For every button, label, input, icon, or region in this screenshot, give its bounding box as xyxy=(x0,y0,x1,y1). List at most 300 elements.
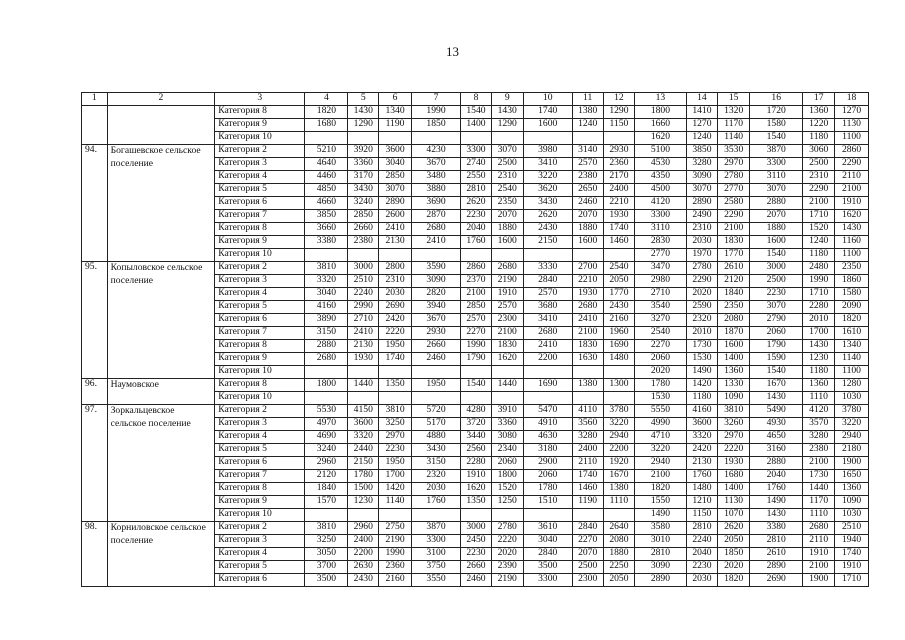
value-cell: 2700 xyxy=(572,262,603,275)
value-cell: 3610 xyxy=(523,522,572,535)
value-cell: 2830 xyxy=(635,236,686,249)
value-cell: 1240 xyxy=(572,119,603,132)
value-cell: 2040 xyxy=(686,548,718,561)
value-cell: 1280 xyxy=(835,379,869,392)
value-cell: 2020 xyxy=(491,548,523,561)
value-cell: 2940 xyxy=(603,431,635,444)
value-cell: 1440 xyxy=(348,379,379,392)
value-cell: 1330 xyxy=(718,379,750,392)
value-cell: 1960 xyxy=(603,327,635,340)
value-cell: 2880 xyxy=(750,457,803,470)
value-cell: 2560 xyxy=(461,444,492,457)
value-cell: 2400 xyxy=(603,184,635,197)
value-cell: 1430 xyxy=(491,106,523,119)
value-cell: 2810 xyxy=(461,184,492,197)
value-cell: 4850 xyxy=(305,184,348,197)
value-cell: 3940 xyxy=(411,301,460,314)
category-cell: Категория 6 xyxy=(215,457,305,470)
value-cell: 3070 xyxy=(686,184,718,197)
value-cell: 2310 xyxy=(379,275,412,288)
value-cell: 2060 xyxy=(750,327,803,340)
header-cell: 3 xyxy=(215,93,305,106)
category-cell: Категория 9 xyxy=(215,353,305,366)
value-cell: 1100 xyxy=(835,132,869,145)
value-cell: 2150 xyxy=(523,236,572,249)
value-cell: 1340 xyxy=(379,106,412,119)
value-cell: 1910 xyxy=(835,197,869,210)
value-cell: 1490 xyxy=(686,366,718,379)
value-cell: 2590 xyxy=(686,301,718,314)
category-cell: Категория 7 xyxy=(215,470,305,483)
value-cell: 2570 xyxy=(523,288,572,301)
value-cell: 1650 xyxy=(835,470,869,483)
value-cell: 2680 xyxy=(572,301,603,314)
value-cell: 1160 xyxy=(835,236,869,249)
category-cell: Категория 10 xyxy=(215,132,305,145)
category-cell: Категория 3 xyxy=(215,158,305,171)
category-cell: Категория 7 xyxy=(215,327,305,340)
value-cell: 2100 xyxy=(718,223,750,236)
value-cell xyxy=(603,509,635,522)
value-cell: 1110 xyxy=(803,509,835,522)
page-number: 13 xyxy=(446,44,459,59)
value-cell: 1180 xyxy=(803,132,835,145)
value-cell: 4350 xyxy=(635,171,686,184)
value-cell: 1910 xyxy=(491,288,523,301)
header-row xyxy=(82,93,869,106)
value-cell: 3380 xyxy=(750,522,803,535)
value-cell: 1620 xyxy=(491,353,523,366)
value-cell: 1070 xyxy=(718,509,750,522)
value-cell: 1990 xyxy=(803,275,835,288)
value-cell: 2880 xyxy=(750,197,803,210)
value-cell: 2880 xyxy=(305,340,348,353)
value-cell xyxy=(523,132,572,145)
value-cell xyxy=(491,509,523,522)
value-cell: 1270 xyxy=(686,119,718,132)
value-cell: 4280 xyxy=(461,405,492,418)
value-cell: 1620 xyxy=(635,132,686,145)
value-cell: 2220 xyxy=(718,444,750,457)
value-cell: 1910 xyxy=(835,561,869,574)
value-cell: 2860 xyxy=(461,262,492,275)
value-cell: 1600 xyxy=(718,340,750,353)
value-cell: 1210 xyxy=(686,496,718,509)
value-cell: 1580 xyxy=(750,119,803,132)
value-cell: 1130 xyxy=(718,496,750,509)
value-cell: 1600 xyxy=(750,236,803,249)
value-cell: 2610 xyxy=(718,262,750,275)
value-cell: 2780 xyxy=(718,171,750,184)
table-row xyxy=(82,145,869,158)
value-cell: 2070 xyxy=(750,210,803,223)
value-cell: 1400 xyxy=(718,353,750,366)
value-cell: 2290 xyxy=(803,184,835,197)
value-cell: 2500 xyxy=(750,275,803,288)
value-cell: 1290 xyxy=(603,106,635,119)
value-cell: 1740 xyxy=(523,106,572,119)
value-cell: 1430 xyxy=(750,392,803,405)
value-cell: 2430 xyxy=(348,574,379,587)
category-cell: Категория 9 xyxy=(215,496,305,509)
value-cell: 2230 xyxy=(379,444,412,457)
value-cell: 2930 xyxy=(411,327,460,340)
value-cell: 2890 xyxy=(635,574,686,587)
value-cell: 1360 xyxy=(718,366,750,379)
header-cell: 6 xyxy=(379,93,412,106)
value-cell: 2350 xyxy=(491,197,523,210)
value-cell: 1340 xyxy=(835,340,869,353)
value-cell: 1900 xyxy=(835,457,869,470)
value-cell: 3300 xyxy=(750,158,803,171)
value-cell: 3000 xyxy=(461,522,492,535)
value-cell: 2110 xyxy=(835,171,869,184)
value-cell: 3000 xyxy=(750,262,803,275)
value-cell: 3070 xyxy=(491,145,523,158)
value-cell: 1790 xyxy=(461,353,492,366)
value-cell: 5170 xyxy=(411,418,460,431)
value-cell: 2780 xyxy=(491,522,523,535)
value-cell: 2790 xyxy=(750,314,803,327)
table-row xyxy=(82,106,869,119)
value-cell: 1430 xyxy=(803,340,835,353)
value-cell: 2420 xyxy=(686,444,718,457)
value-cell: 2320 xyxy=(411,470,460,483)
value-cell xyxy=(305,249,348,262)
value-cell: 2890 xyxy=(750,561,803,574)
value-cell xyxy=(411,509,460,522)
value-cell: 4690 xyxy=(305,431,348,444)
value-cell: 1110 xyxy=(603,496,635,509)
value-cell: 3870 xyxy=(411,522,460,535)
value-cell: 1320 xyxy=(718,106,750,119)
value-cell: 2970 xyxy=(718,158,750,171)
value-cell: 2990 xyxy=(348,301,379,314)
value-cell: 1860 xyxy=(835,275,869,288)
value-cell: 3380 xyxy=(305,236,348,249)
value-cell: 1700 xyxy=(803,327,835,340)
value-cell: 3590 xyxy=(411,262,460,275)
value-cell: 1820 xyxy=(718,574,750,587)
value-cell: 1760 xyxy=(686,470,718,483)
value-cell: 3700 xyxy=(305,561,348,574)
value-cell: 2210 xyxy=(572,275,603,288)
value-cell: 3660 xyxy=(305,223,348,236)
value-cell: 1400 xyxy=(718,483,750,496)
value-cell: 3250 xyxy=(379,418,412,431)
value-cell: 1610 xyxy=(835,327,869,340)
value-cell: 5470 xyxy=(523,405,572,418)
value-cell xyxy=(603,249,635,262)
value-cell: 3040 xyxy=(523,535,572,548)
value-cell: 1150 xyxy=(686,509,718,522)
value-cell: 2540 xyxy=(635,327,686,340)
value-cell: 1690 xyxy=(603,340,635,353)
value-cell: 1800 xyxy=(635,106,686,119)
value-cell: 2680 xyxy=(305,353,348,366)
value-cell: 1880 xyxy=(572,223,603,236)
value-cell: 3100 xyxy=(411,548,460,561)
value-cell xyxy=(603,132,635,145)
value-cell: 1090 xyxy=(718,392,750,405)
row-index: 98. xyxy=(82,522,108,587)
value-cell: 2640 xyxy=(603,522,635,535)
value-cell: 3240 xyxy=(305,444,348,457)
value-cell: 1630 xyxy=(572,353,603,366)
value-cell: 4530 xyxy=(635,158,686,171)
value-cell: 1690 xyxy=(523,379,572,392)
value-cell: 1900 xyxy=(803,574,835,587)
value-cell: 2750 xyxy=(379,522,412,535)
value-cell: 2040 xyxy=(461,223,492,236)
value-cell: 1530 xyxy=(635,392,686,405)
value-cell: 3360 xyxy=(348,158,379,171)
value-cell xyxy=(461,509,492,522)
value-cell: 3180 xyxy=(523,444,572,457)
value-cell: 2770 xyxy=(718,184,750,197)
value-cell: 2130 xyxy=(686,457,718,470)
value-cell: 1220 xyxy=(803,119,835,132)
value-cell: 3720 xyxy=(461,418,492,431)
value-cell: 2780 xyxy=(686,262,718,275)
value-cell: 1170 xyxy=(718,119,750,132)
value-cell: 1940 xyxy=(835,535,869,548)
settlement-name: Наумовское xyxy=(107,379,215,405)
value-cell: 3320 xyxy=(305,275,348,288)
value-cell: 1570 xyxy=(305,496,348,509)
value-cell: 3530 xyxy=(718,145,750,158)
value-cell: 1140 xyxy=(379,496,412,509)
category-cell: Категория 8 xyxy=(215,106,305,119)
value-cell: 3040 xyxy=(379,158,412,171)
value-cell: 1350 xyxy=(379,379,412,392)
value-cell: 1920 xyxy=(603,457,635,470)
value-cell: 1880 xyxy=(491,223,523,236)
header-cell: 12 xyxy=(603,93,635,106)
value-cell: 1580 xyxy=(835,288,869,301)
value-cell: 2570 xyxy=(491,301,523,314)
value-cell xyxy=(305,392,348,405)
value-cell: 1490 xyxy=(635,509,686,522)
value-cell: 4930 xyxy=(750,418,803,431)
value-cell: 2960 xyxy=(305,457,348,470)
value-cell: 2660 xyxy=(461,561,492,574)
category-cell: Категория 8 xyxy=(215,223,305,236)
value-cell: 2030 xyxy=(411,483,460,496)
value-cell xyxy=(379,132,412,145)
header-cell: 5 xyxy=(348,93,379,106)
value-cell: 2840 xyxy=(523,275,572,288)
header-cell: 18 xyxy=(835,93,869,106)
value-cell: 1150 xyxy=(603,119,635,132)
value-cell xyxy=(411,366,460,379)
value-cell: 3620 xyxy=(523,184,572,197)
value-cell: 2280 xyxy=(461,457,492,470)
tariff-table xyxy=(81,92,869,587)
value-cell: 2230 xyxy=(750,288,803,301)
value-cell: 1190 xyxy=(572,496,603,509)
value-cell: 2150 xyxy=(348,457,379,470)
value-cell: 1620 xyxy=(461,483,492,496)
category-cell: Категория 10 xyxy=(215,249,305,262)
value-cell: 1930 xyxy=(603,210,635,223)
value-cell xyxy=(603,392,635,405)
value-cell xyxy=(491,132,523,145)
value-cell: 2660 xyxy=(348,223,379,236)
value-cell: 1290 xyxy=(348,119,379,132)
value-cell xyxy=(379,249,412,262)
value-cell: 2190 xyxy=(379,535,412,548)
value-cell xyxy=(572,132,603,145)
value-cell: 1520 xyxy=(491,483,523,496)
header-cell: 7 xyxy=(411,93,460,106)
value-cell: 2620 xyxy=(523,210,572,223)
value-cell: 1760 xyxy=(750,483,803,496)
value-cell: 4910 xyxy=(523,418,572,431)
header-cell: 8 xyxy=(461,93,492,106)
value-cell: 3550 xyxy=(411,574,460,587)
value-cell: 1240 xyxy=(686,132,718,145)
value-cell: 5720 xyxy=(411,405,460,418)
value-cell: 4710 xyxy=(635,431,686,444)
value-cell: 2100 xyxy=(803,561,835,574)
value-cell: 2570 xyxy=(572,158,603,171)
value-cell: 3300 xyxy=(411,535,460,548)
value-cell: 2460 xyxy=(411,353,460,366)
value-cell: 1480 xyxy=(686,483,718,496)
value-cell: 2430 xyxy=(523,223,572,236)
value-cell: 1770 xyxy=(718,249,750,262)
value-cell: 3160 xyxy=(750,444,803,457)
value-cell: 1730 xyxy=(686,340,718,353)
value-cell: 2290 xyxy=(835,158,869,171)
value-cell: 1740 xyxy=(572,470,603,483)
value-cell: 1950 xyxy=(411,379,460,392)
value-cell: 2070 xyxy=(491,210,523,223)
value-cell xyxy=(411,132,460,145)
value-cell xyxy=(523,249,572,262)
value-cell: 3430 xyxy=(348,184,379,197)
value-cell: 3560 xyxy=(572,418,603,431)
value-cell: 2280 xyxy=(803,301,835,314)
value-cell: 2500 xyxy=(803,158,835,171)
category-cell: Категория 9 xyxy=(215,119,305,132)
value-cell: 2870 xyxy=(411,210,460,223)
value-cell: 1460 xyxy=(603,236,635,249)
category-cell: Категория 9 xyxy=(215,236,305,249)
value-cell: 1620 xyxy=(835,210,869,223)
value-cell: 2940 xyxy=(635,457,686,470)
value-cell xyxy=(523,392,572,405)
category-cell: Категория 4 xyxy=(215,288,305,301)
value-cell: 2340 xyxy=(491,444,523,457)
value-cell: 2580 xyxy=(718,197,750,210)
value-cell: 2510 xyxy=(348,275,379,288)
value-cell: 1800 xyxy=(305,379,348,392)
value-cell xyxy=(523,509,572,522)
category-cell: Категория 5 xyxy=(215,444,305,457)
value-cell: 1880 xyxy=(603,548,635,561)
value-cell: 2360 xyxy=(603,158,635,171)
value-cell: 1780 xyxy=(523,483,572,496)
value-cell: 2350 xyxy=(718,301,750,314)
header-cell: 10 xyxy=(523,93,572,106)
value-cell: 1500 xyxy=(348,483,379,496)
table-row xyxy=(82,379,869,392)
value-cell: 1680 xyxy=(305,119,348,132)
value-cell: 1530 xyxy=(686,353,718,366)
value-cell: 3680 xyxy=(523,301,572,314)
value-cell: 2360 xyxy=(379,561,412,574)
row-index: 97. xyxy=(82,405,108,522)
category-cell: Категория 2 xyxy=(215,145,305,158)
value-cell: 1130 xyxy=(835,119,869,132)
value-cell: 1830 xyxy=(718,236,750,249)
value-cell: 3040 xyxy=(305,288,348,301)
value-cell: 2850 xyxy=(379,171,412,184)
value-cell: 3410 xyxy=(523,314,572,327)
value-cell: 5490 xyxy=(750,405,803,418)
category-cell: Категория 5 xyxy=(215,184,305,197)
value-cell: 1360 xyxy=(803,379,835,392)
value-cell xyxy=(305,366,348,379)
value-cell: 3810 xyxy=(718,405,750,418)
value-cell: 3780 xyxy=(835,405,869,418)
value-cell: 1800 xyxy=(491,470,523,483)
value-cell: 1870 xyxy=(718,327,750,340)
value-cell: 2270 xyxy=(461,327,492,340)
value-cell: 2380 xyxy=(803,444,835,457)
value-cell: 4660 xyxy=(305,197,348,210)
row-index: 94. xyxy=(82,145,108,262)
value-cell: 2110 xyxy=(572,457,603,470)
category-cell: Категория 2 xyxy=(215,262,305,275)
value-cell: 2500 xyxy=(491,158,523,171)
value-cell: 1300 xyxy=(603,379,635,392)
value-cell: 4650 xyxy=(750,431,803,444)
value-cell: 1540 xyxy=(461,379,492,392)
value-cell: 3320 xyxy=(686,431,718,444)
value-cell: 2710 xyxy=(635,288,686,301)
value-cell: 1670 xyxy=(603,470,635,483)
value-cell xyxy=(461,132,492,145)
value-cell: 1930 xyxy=(718,457,750,470)
settlement-name: Богашевское сельское поселение xyxy=(107,145,215,262)
value-cell: 2060 xyxy=(491,457,523,470)
value-cell: 3870 xyxy=(750,145,803,158)
value-cell: 2540 xyxy=(491,184,523,197)
value-cell: 1770 xyxy=(603,288,635,301)
value-cell: 3090 xyxy=(686,171,718,184)
value-cell: 1720 xyxy=(750,106,803,119)
value-cell: 2460 xyxy=(572,197,603,210)
value-cell: 2160 xyxy=(379,574,412,587)
value-cell: 5550 xyxy=(635,405,686,418)
value-cell: 2680 xyxy=(491,262,523,275)
value-cell: 2970 xyxy=(379,431,412,444)
category-cell: Категория 3 xyxy=(215,418,305,431)
value-cell: 3050 xyxy=(305,548,348,561)
value-cell: 1850 xyxy=(411,119,460,132)
value-cell: 1540 xyxy=(750,132,803,145)
value-cell: 1660 xyxy=(635,119,686,132)
value-cell: 3500 xyxy=(305,574,348,587)
value-cell: 2850 xyxy=(348,210,379,223)
value-cell: 1430 xyxy=(348,106,379,119)
value-cell: 1510 xyxy=(523,496,572,509)
category-cell: Категория 6 xyxy=(215,197,305,210)
value-cell: 3780 xyxy=(603,405,635,418)
